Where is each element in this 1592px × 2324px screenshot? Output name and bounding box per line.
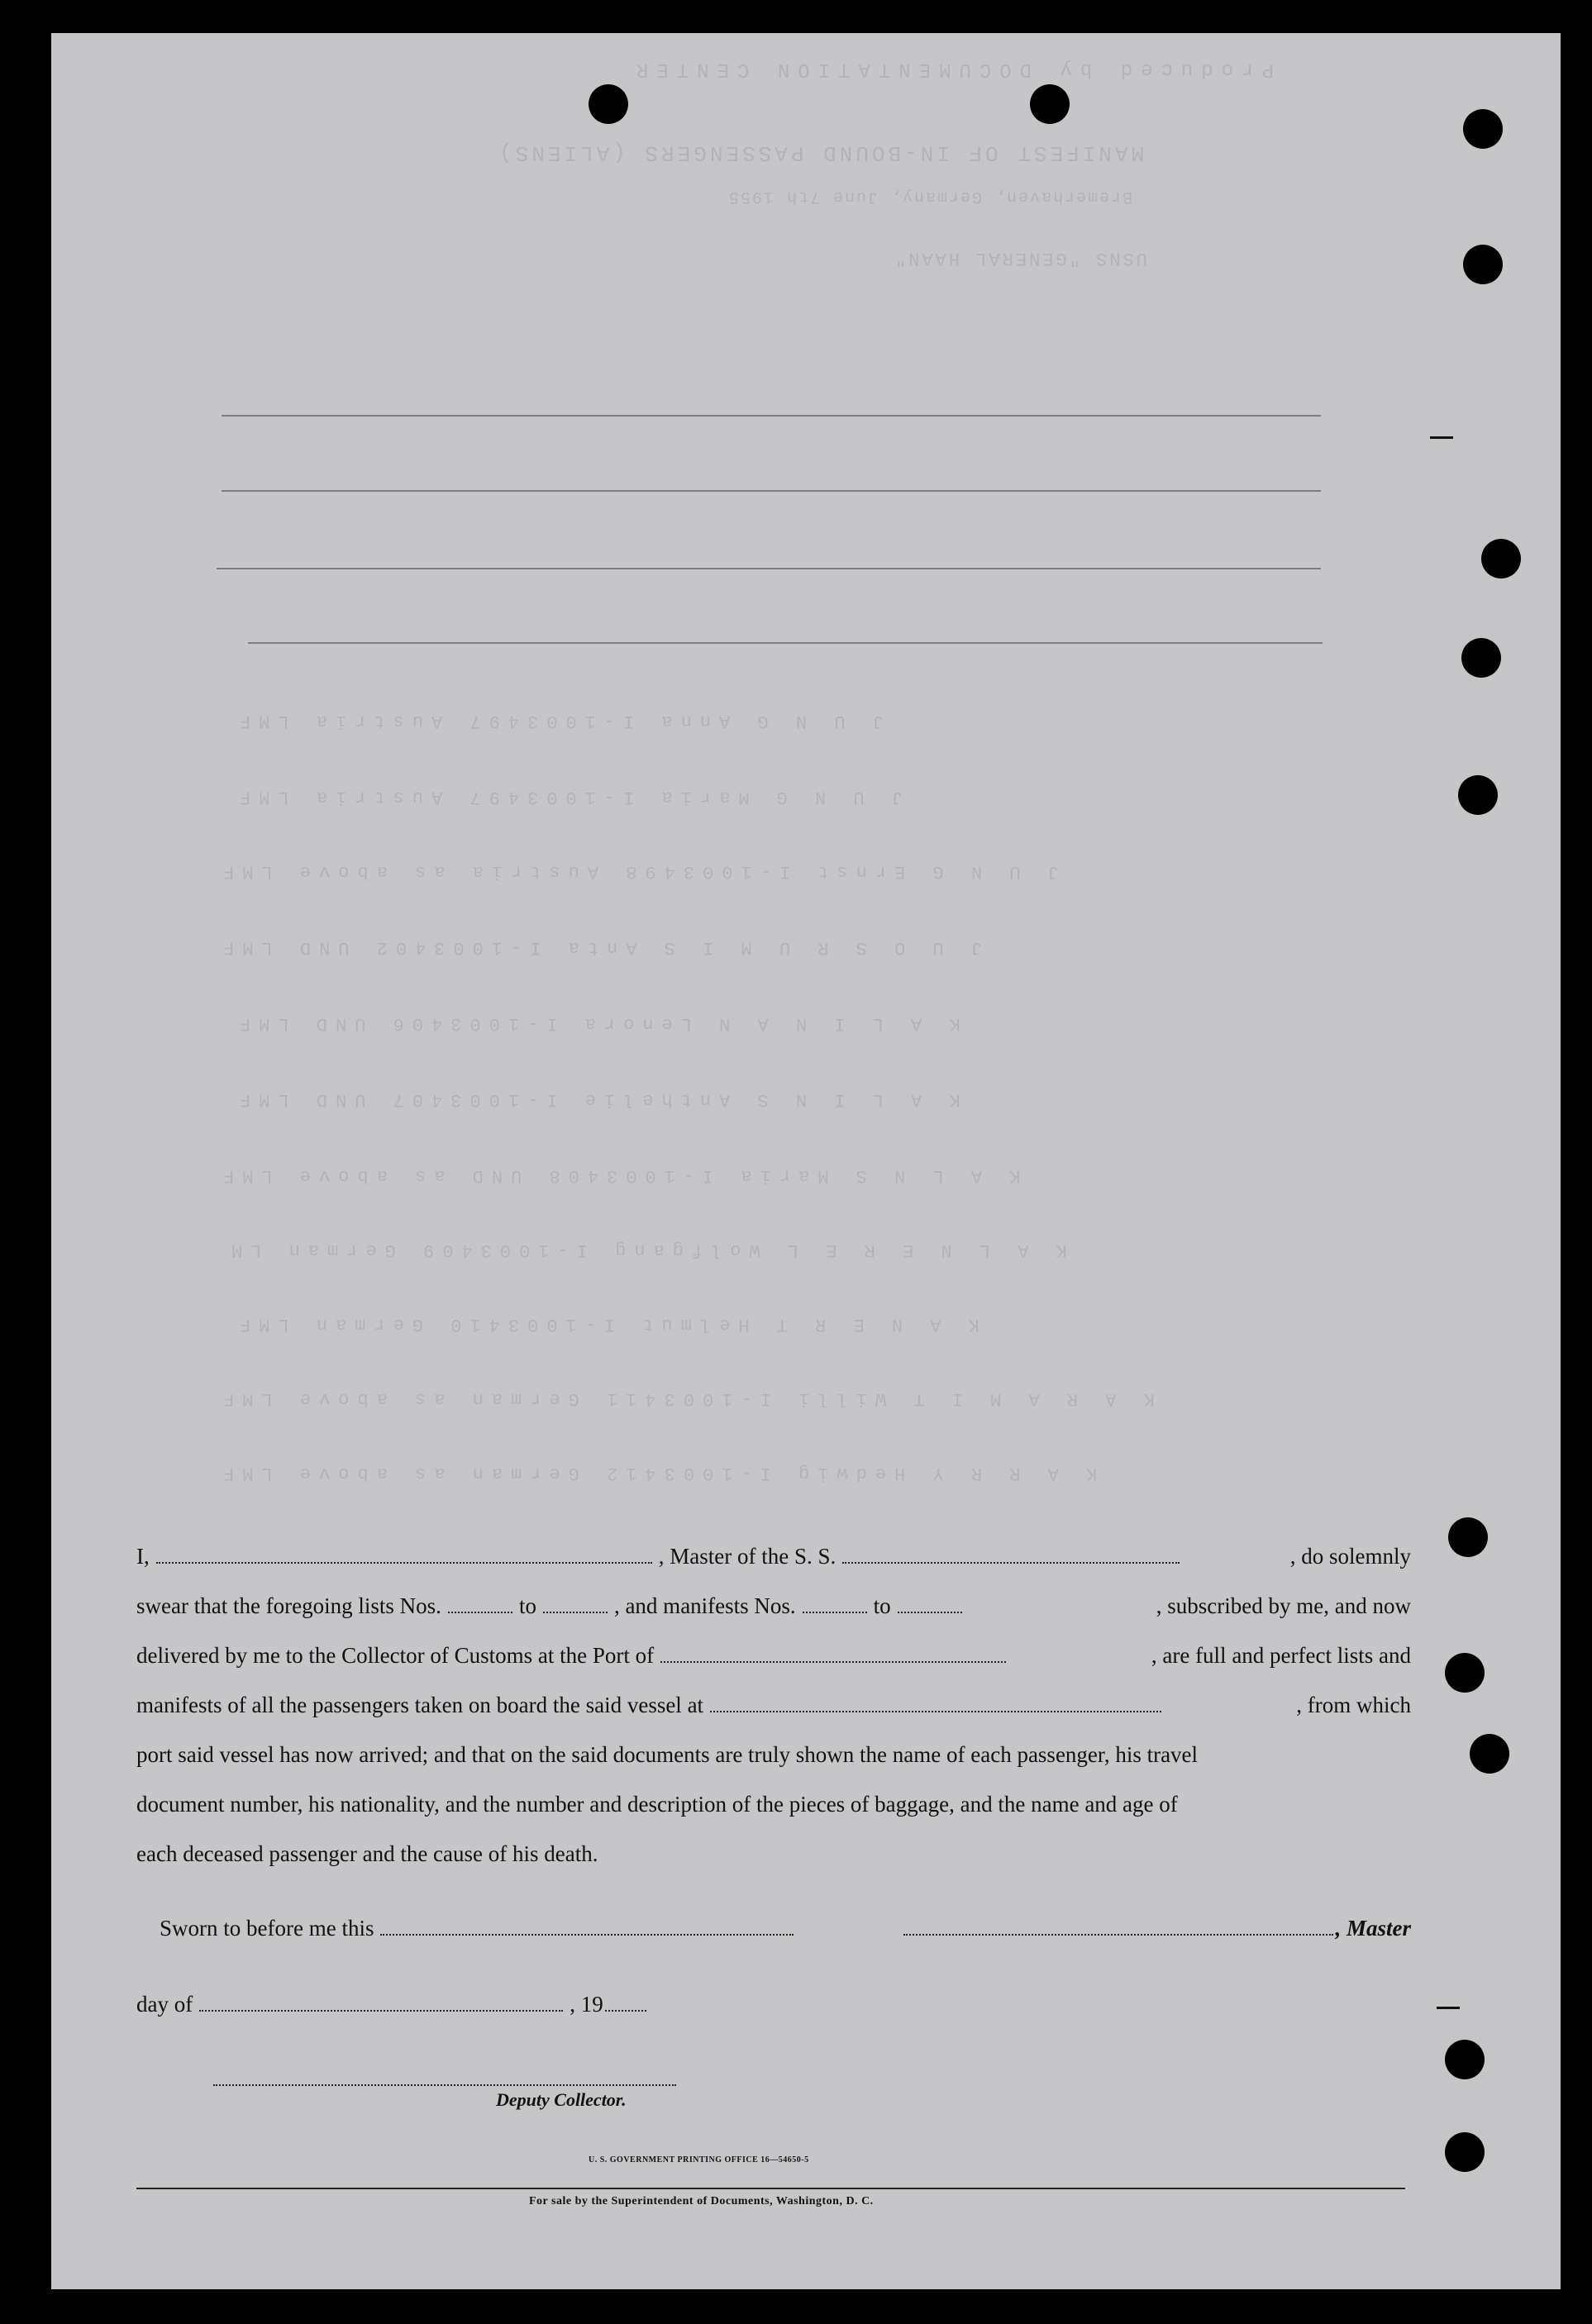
declaration-line-2 (136, 1593, 1411, 1626)
from-which-label: , from which (1296, 1693, 1411, 1717)
margin-mark (1437, 2007, 1460, 2009)
ghost-row: J U N G Ernst I-1003498 Austria as above LMF (215, 861, 1059, 882)
ghost-row: K A L N E R E L Wolfgang I-1003409 German LM (223, 1240, 1067, 1260)
ghost-header: MANIFEST OF IN-BOUND PASSENGERS (ALIENS) (496, 140, 1145, 165)
day-of-label: day of (136, 1992, 193, 2017)
declaration-line-1 (136, 1544, 1411, 1577)
ghost-row: J U N G Anna I-1003497 Austria LMF (231, 711, 884, 731)
ship-name-field[interactable] (842, 1544, 1180, 1564)
declaration-text: port said vessel has now arrived; and that on the said documents are truly shown the name of each passenger, his travel (136, 1742, 1199, 1767)
declaration-line-3 (136, 1643, 1411, 1676)
ghost-row: K A L N S Maria I-1003408 UND as above LMF (215, 1165, 1021, 1186)
ghost-header: Bremerhaven, Germany, June 7th 1955 (727, 187, 1133, 206)
lists-from-field[interactable] (448, 1593, 512, 1613)
strike-line (217, 568, 1321, 569)
ghost-row: K A L I N A N Lenora I-1003406 UND LMF (231, 1013, 960, 1034)
sworn-label: Sworn to before me this (160, 1916, 374, 1941)
declaration-line-7 (136, 1841, 1411, 1874)
master-label: , Master (1335, 1916, 1411, 1941)
deputy-signature-field[interactable] (213, 2066, 676, 2086)
margin-mark (1430, 436, 1453, 439)
port-field[interactable] (660, 1643, 1006, 1663)
punch-hole (1445, 2132, 1485, 2172)
master-of-ss: , Master of the S. S. (658, 1544, 837, 1569)
punch-hole (1470, 1734, 1509, 1774)
lists-nos-label: swear that the foregoing lists Nos. (136, 1593, 441, 1618)
lists-to-field[interactable] (543, 1593, 608, 1613)
punch-hole (1445, 2040, 1485, 2079)
ghost-header: USNS "GENERAL HAAN" (893, 248, 1147, 269)
ghost-header: Produced by DOCUMENTATION CENTER (628, 58, 1274, 80)
sale-note: For sale by the Superintendent of Documents, Washington, D. C. (529, 2195, 874, 2207)
year-prefix-label: , 19 (570, 1992, 603, 2017)
year-field[interactable] (605, 1992, 646, 2012)
sworn-date-field[interactable] (380, 1916, 794, 1936)
declaration-line-4 (136, 1693, 1411, 1726)
ghost-row: K A N E R T Helmut I-1003410 German LMF (231, 1314, 980, 1335)
subscribed-label: , subscribed by me, and now (1156, 1593, 1411, 1618)
declaration-text: document number, his nationality, and the number and description of the pieces of baggage, and the name and age of (136, 1792, 1178, 1817)
vessel-at-label: manifests of all the passengers taken on board the said vessel at (136, 1693, 704, 1717)
ghost-row: K A R R Y Hedwig I-1003412 German as above LMF (215, 1463, 1098, 1483)
oath-declaration (136, 1537, 1411, 2132)
month-field[interactable] (199, 1992, 563, 2012)
port-label: delivered by me to the Collector of Customs at the Port of (136, 1643, 655, 1668)
manifests-nos-label: , and manifests Nos. (613, 1593, 796, 1618)
ghost-row: J U O S R U M I S Anta I-1003402 UND LMF (215, 937, 983, 958)
declaration-text: each deceased passenger and the cause of his death. (136, 1841, 598, 1866)
master-name-field[interactable] (156, 1544, 652, 1564)
printing-office-note: U. S. GOVERNMENT PRINTING OFFICE 16—54650-5 (589, 2155, 809, 2164)
to-label: to (873, 1593, 891, 1618)
master-signature-field[interactable] (903, 1916, 1333, 1936)
to-label: to (518, 1593, 536, 1618)
punch-hole (1445, 1653, 1485, 1693)
strike-line (222, 415, 1321, 417)
day-of-line (136, 1992, 1411, 2025)
footer-rule (136, 2188, 1405, 2189)
strike-line (222, 490, 1321, 492)
do-solemnly: , do solemnly (1289, 1544, 1411, 1569)
departure-port-field[interactable] (710, 1693, 1161, 1712)
full-perfect-label: , are full and perfect lists and (1151, 1643, 1411, 1668)
manifests-to-field[interactable] (898, 1593, 962, 1613)
ghost-row: J U N G Maria I-1003497 Austria LMF (231, 787, 903, 807)
deputy-collector-label: Deputy Collector. (496, 2089, 627, 2110)
sworn-line (136, 1916, 1411, 1949)
ghost-row: K A L I N S Anthelie I-1003407 UND LMF (231, 1089, 960, 1110)
manifests-from-field[interactable] (803, 1593, 867, 1613)
oath-i: I, (136, 1544, 150, 1569)
declaration-line-5 (136, 1742, 1411, 1775)
strike-line (248, 642, 1323, 644)
declaration-line-6 (136, 1792, 1411, 1825)
ghost-row: K A R A M I T Willi I-1003411 German as above LMF (215, 1388, 1155, 1409)
